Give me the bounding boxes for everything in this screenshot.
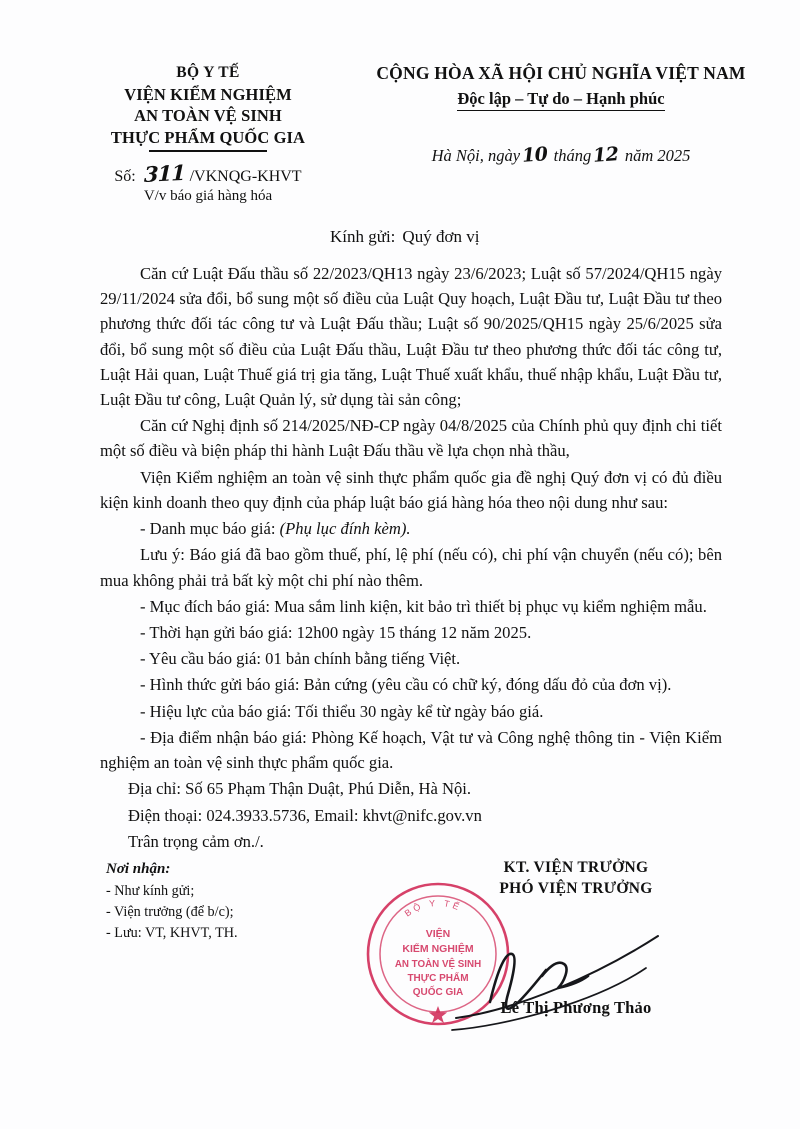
- item-requirement: - Yêu cầu báo giá: 01 bản chính bằng tiếng Việt.: [140, 649, 461, 669]
- signer-role-line1: KT. VIỆN TRƯỞNG: [503, 859, 649, 876]
- recipient-label: Kính gửi:: [330, 226, 396, 246]
- date-year: năm 2025: [624, 145, 691, 165]
- svg-text:VIỆN: VIỆN: [425, 928, 451, 940]
- item-catalog: [100, 516, 722, 541]
- address-line: Địa chỉ: Số 65 Phạm Thận Duật, Phú Diễn, Hà Nội.: [128, 779, 472, 799]
- date-month-label: tháng: [553, 145, 592, 165]
- request-paragraph: Viện Kiểm nghiệm an toàn vệ sinh thực phẩm quốc gia đề nghị Quý đơn vị có đủ điều kiện kinh doanh theo quy định của pháp luật báo giá hàng hóa theo nội dung như sau:: [100, 467, 722, 512]
- recipients-title: Nơi nhận:: [106, 861, 171, 877]
- document-footer: [0, 858, 800, 1018]
- ministry-name: BỘ Y TẾ: [176, 64, 240, 81]
- recipient-item: - Lưu: VT, KHVT, TH.: [106, 925, 238, 942]
- recipient-item: - Viện trưởng (để b/c);: [106, 903, 234, 920]
- date-line: [362, 144, 760, 166]
- date-prefix: Hà Nội, ngày: [431, 145, 521, 165]
- signer-role-line2: PHÓ VIỆN TRƯỞNG: [499, 879, 653, 897]
- svg-text:BỘ Y TẾ: BỘ Y TẾ: [402, 897, 464, 919]
- svg-text:KIỂM NGHIỆM: KIỂM NGHIỆM: [402, 943, 474, 955]
- item-purpose: - Mục đích báo giá: Mua sắm linh kiện, kit bảo trì thiết bị phục vụ kiểm nghiệm mẫu.: [140, 596, 707, 616]
- organization-name: [111, 84, 305, 148]
- document-number-handwritten: 311: [143, 159, 185, 187]
- item-deadline: - Thời hạn gửi báo giá: 12h00 ngày 15 tháng 12 năm 2025.: [140, 622, 532, 642]
- closing-line: Trân trọng cảm ơn./.: [128, 831, 264, 851]
- recipients-block: [106, 858, 366, 1018]
- item-catalog-value: (Phụ lục đính kèm).: [279, 519, 411, 539]
- organization-name-line3: THỰC PHẨM QUỐC GIA: [110, 127, 306, 147]
- document-header: [0, 0, 800, 205]
- item-format: - Hình thức gửi báo giá: Bản cứng (yêu cầu có chữ ký, đóng dấu đỏ của đơn vị).: [140, 675, 672, 695]
- item-location: - Địa điểm nhận báo giá: Phòng Kế hoạch, Vật tư và Công nghệ thông tin - Viện Kiểm nghiệm an toàn vệ sinh thực phẩm quốc gia.: [100, 727, 722, 773]
- document-number-suffix: /VKNQG-KHVT: [189, 167, 302, 185]
- organization-name-line1: VIỆN KIỂM NGHIỆM: [124, 85, 292, 104]
- issuing-authority-block: [40, 62, 358, 205]
- legal-basis-paragraph-2: Căn cứ Nghị định số 214/2025/NĐ-CP ngày 04/8/2025 của Chính phủ quy định chi tiết một số điều và biện pháp thi hành Luật Đấu thầu về lựa chọn nhà thầu,: [100, 416, 722, 461]
- phone-email-line: Điện thoại: 024.3933.5736, Email: khvt@nifc.gov.vn: [128, 805, 482, 825]
- organization-name-line2: AN TOÀN VỆ SINH: [134, 106, 282, 126]
- national-motto: Độc lập – Tự do – Hạnh phúc: [457, 89, 664, 111]
- svg-text:QUỐC GIA: QUỐC GIA: [412, 987, 464, 998]
- document-number-label: Số:: [114, 167, 136, 185]
- document-body: [0, 261, 800, 854]
- svg-text:THỰC PHẨM: THỰC PHẨM: [407, 973, 469, 984]
- date-day-handwritten: 10: [521, 142, 549, 167]
- legal-basis-paragraph-1: Căn cứ Luật Đấu thầu số 22/2023/QH13 ngày 23/6/2023; Luật số 57/2024/QH15 ngày 29/11/2024 sửa đổi, bổ sung một số điều của Luật Quy hoạch, Luật Đầu tư, Luật Đầu tư theo phương thức đối tác công tư và Luật Đấu thầu; Luật số 90/2025/QH15 ngày 25/6/2025 sửa đổi, bổ sung một số điều của Luật Đấu thầu, Luật Đầu tư theo phương thức đối tác công tư, Luật Hải quan, Luật Thuế giá trị gia tăng, Luật Thuế xuất khẩu, thuế nhập khẩu, Luật Đầu tư, Luật Đầu tư công, Luật Quản lý, sử dụng tài sản công;: [100, 263, 722, 409]
- document-number-row: [58, 161, 358, 186]
- item-validity: - Hiệu lực của báo giá: Tối thiểu 30 ngày kể từ ngày báo giá.: [140, 701, 544, 721]
- signature-block: [394, 858, 750, 1018]
- recipient-value: Quý đơn vị: [402, 226, 480, 246]
- svg-text:AN TOÀN VỆ SINH: AN TOÀN VỆ SINH: [394, 959, 482, 970]
- recipient-item: - Như kính gửi;: [106, 882, 195, 899]
- document-subject: V/v báo giá hàng hóa: [143, 187, 273, 204]
- header-divider: [149, 150, 267, 152]
- note-paragraph: Lưu ý: Báo giá đã bao gồm thuế, phí, lệ phí (nếu có), chi phí vận chuyển (nếu có); bên mua không phải trả bất kỳ một chi phí nào thêm.: [100, 545, 722, 590]
- item-catalog-label: - Danh mục báo giá:: [140, 519, 276, 539]
- national-heading-block: [358, 62, 760, 205]
- national-title: CỘNG HÒA XÃ HỘI CHỦ NGHĨA VIỆT NAM: [376, 63, 746, 83]
- signer-name: Lê Thị Phương Thảo: [500, 997, 652, 1017]
- date-month-handwritten: 12: [592, 142, 620, 167]
- recipient-line: [0, 227, 800, 247]
